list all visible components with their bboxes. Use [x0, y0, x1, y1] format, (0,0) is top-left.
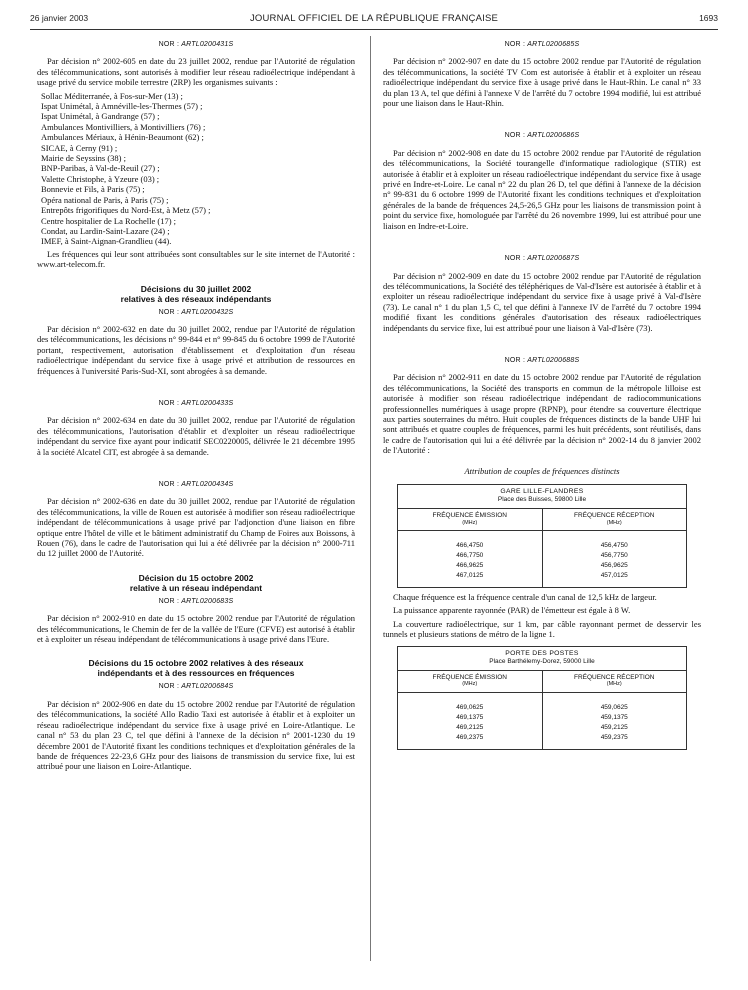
list-item: BNP-Paribas, à Val-de-Reuil (27) ;: [41, 163, 160, 174]
section-title-line: indépendants et à des ressources en fréquences: [97, 668, 295, 679]
table-cell: 456,4750: [600, 542, 628, 549]
list-item: Condat, au Lardin-Saint-Lazare (24) ;: [41, 225, 170, 236]
header-page-number: 1693: [699, 13, 718, 23]
nor-reference: NOR : ARTL0200684S: [158, 683, 234, 691]
section-title: [37, 284, 355, 304]
reception-values: [542, 692, 687, 749]
nor-reference: NOR : ARTL0200683S: [158, 597, 234, 605]
decision-paragraph: La couverture radioélectrique, sur 1 km, par câble rayonnant permet de desservir les tunnels et plusieurs stations de métro de la ligne 1.: [383, 618, 701, 640]
column-header-emission: FRÉQUENCE ÉMISSION (MHz): [398, 670, 543, 692]
decision-paragraph: Par décision n° 2002-911 en date du 15 octobre 2002 rendue par l'Autorité de régulation des télécommunications, la Société des transports en commun de la métropole lilloise est autorisée à modifier son réseau radioélectrique indépendant de radiocommunications professionnelles numériques à usage propre (RPNP), pour étendre sa couverture électrique aux parties souterraines du métro. Huit couples de fréquences distincts de la bande UHF lui sont attribués et quatre couples de fréquences, parmi les huit précédents, sont réutilisés, dans le cadre de l'autorisation qui lui a été délivrée par la décision n° 2002-14 du 8 janvier 2002 de l'Autorité :: [383, 372, 701, 456]
decision-paragraph: Par décision n° 2002-908 en date du 15 octobre 2002 rendue par l'Autorité de régulation des télécommunications, la Société tourangelle d'informatique radiologique (STIR) est autorisée à établir et à exploiter un réseau radioélectrique indépendant du service fixe à usage privé en Indre-et-Loire. Le canal n° 22 du plan 26 D, tel que défini à l'annexe de la décision n° 99-831 du 6 octobre 1999 de l'Autorité fixant les conditions techniques et d'exploitation générales de la bande de fréquences 24,5-26,5 GHz pour les liaisons de transmission point à point du service fixe, homologuée par l'arrêté du 26 novembre 1999, lui est attribué pour une liaison en Indre-et-Loire.: [383, 147, 701, 231]
site-name: PORTE DES POSTES: [505, 649, 579, 657]
column-header-emission: FRÉQUENCE ÉMISSION (MHz): [398, 509, 543, 531]
table-cell: 457,0125: [600, 572, 628, 579]
list-item: Mairie de Seyssins (38) ;: [41, 153, 126, 164]
section-title-line: Décision du 15 octobre 2002: [138, 572, 254, 583]
list-item: Entrepôts frigorifiques du Nord-Est, à Metz (57) ;: [41, 205, 211, 216]
nor-reference: NOR : ARTL0200687S: [504, 255, 580, 263]
frequency-table-lille-flandres: [397, 484, 687, 588]
decision-paragraph: Par décision n° 2002-906 en date du 15 octobre 2002 rendue par l'Autorité de régulation des télécommunications, la société Allo Radio Taxi est autorisée à établir et à exploiter un réseau radioélectrique indépendant du service fixe à usage privé en Loire-Atlantique. Le canal n° 53 du plan 23 C, tel que défini à l'annexe de la décision n° 2001-1230 du 19 décembre 2001 de l'Autorité fixant les conditions techniques et d'exploitation générales de la bande de fréquences 22-23,6 GHz pour des liaisons de transmission du service fixe, lui est attribué pour une liaison en Loire-Atlantique.: [37, 698, 355, 772]
table-site-header: [398, 646, 687, 670]
table-cell: 469,2375: [456, 733, 484, 741]
table-cell: 466,4750: [456, 542, 484, 549]
right-column: [383, 36, 701, 754]
list-item: Bonnevie et Fils, à Paris (75) ;: [41, 184, 145, 195]
emission-values: [398, 692, 543, 749]
decision-paragraph: Par décision n° 2002-632 en date du 30 juillet 2002, rendue par l'Autorité de régulation des télécommunications, les décisions n° 99-844 et n° 99-845 du 6 octobre 1999 de l'Autorité portant, respectivement, autorisation d'établissement et d'exploitation d'un réseau radioélectrique indépendant du service fixe à usage privé et attribution de ressources en fréquences à l'université Paris-Sud-XI, sont abrogées à sa demande.: [37, 323, 355, 376]
list-item: Ispat Unimétal, à Amnéville-les-Thermes (57) ;: [41, 101, 203, 112]
table-cell: 469,1375: [456, 713, 484, 721]
header-rule: [30, 29, 718, 30]
nor-reference: NOR : ARTL0200685S: [504, 41, 580, 48]
list-item: SICAE, à Cerny (91) ;: [41, 142, 118, 153]
table-cell: 469,2125: [456, 723, 484, 731]
table-cell: 459,2375: [600, 733, 628, 741]
table-cell: 466,7750: [456, 552, 484, 559]
decision-paragraph: Par décision n° 2002-909 en date du 15 octobre 2002 rendue par l'Autorité de régulation des télécommunications, la Société des téléphériques de Val-d'Isère est autorisée à établir et à exploiter un réseau radioélectrique indépendant du service fixe à usage privé à Val-d'Isère (73). Le canal n° 1 du plan 1,5 C, tel que défini à l'annexe IV de l'arrêté du 7 octobre 1994 modifié fixant les conditions générales d'autorisation des réseaux radioélectriques indépendants du service fixe, lui est attribué pour une liaison à Val-d'Isère (73).: [383, 270, 701, 333]
table-cell: 459,1375: [600, 713, 628, 721]
nor-reference: NOR : ARTL0200434S: [158, 481, 234, 488]
decision-paragraph: Par décision n° 2002-634 en date du 30 juillet 2002, rendue par l'Autorité de régulation des télécommunications, l'autorisation d'établir et d'exploiter un réseau radioélectrique indépendant du service fixe ayant pour indicatif SEC0220005, délivrée le 21 décembre 1995 à la société Alcatel CIT, est abrogée à sa demande.: [37, 415, 355, 457]
decision-paragraph: Par décision n° 2002-605 en date du 23 juillet 2002, rendue par l'Autorité de régulation des télécommunications, sont autorisés à modifier leur réseau radioélectrique indépendant à usage privé du service mobile terrestre (2RP) les organismes suivants :: [37, 56, 355, 88]
nor-reference: NOR : ARTL0200686S: [504, 132, 580, 140]
column-header-reception: FRÉQUENCE RÉCEPTION (MHz): [542, 509, 687, 531]
table-cell: 469,0625: [456, 703, 484, 711]
decision-paragraph: Par décision n° 2002-907 en date du 15 octobre 2002 rendue par l'Autorité de régulation des télécommunications, la société TV Com est autorisée à établir et à exploiter un réseau radioélectrique indépendant du service fixe à usage privé dans le Haut-Rhin. Le canal n° 33 du plan 13 A, tel que défini à l'annexe V de l'arrêté du 7 octobre 1994 modifié, lui est attribué pour une liaison dans le Haut-Rhin.: [383, 56, 701, 109]
table-cell: 459,0625: [600, 703, 628, 711]
header-journal-title: JOURNAL OFFICIEL DE LA RÉPUBLIQUE FRANÇAISE: [249, 13, 499, 24]
table-cell: 456,9625: [600, 562, 628, 569]
frequency-table-porte-des-postes: [397, 646, 687, 750]
nor-reference: NOR : ARTL0200688S: [504, 356, 580, 364]
table-cell: 459,2125: [600, 723, 628, 731]
column-header-reception: FRÉQUENCE RÉCEPTION (MHz): [542, 670, 687, 692]
list-item: Ambulances Mériaux, à Hénin-Beaumont (62) ;: [41, 132, 204, 143]
list-item: Opéra national de Paris, à Paris (75) ;: [41, 194, 169, 205]
section-title-line: relatives à des réseaux indépendants: [120, 293, 272, 304]
list-item: Sollac Méditerranée, à Fos-sur-Mer (13) ;: [41, 90, 183, 101]
section-title: [37, 658, 355, 678]
list-item: Ispat Unimétal, à Gandrange (57) ;: [41, 111, 160, 122]
section-title-line: Décisions du 30 juillet 2002: [140, 283, 252, 294]
table-cell: 466,9625: [456, 562, 484, 569]
organisms-list: [41, 91, 355, 247]
list-item: Centre hospitalier de La Rochelle (17) ;: [41, 215, 177, 226]
emission-values: [398, 531, 543, 588]
section-title: [37, 573, 355, 593]
list-item: IMEF, à Saint-Aignan-Grandlieu (44).: [41, 236, 172, 247]
list-item: Valette Christophe, à Yzeure (03) ;: [41, 173, 160, 184]
decision-paragraph: Chaque fréquence est la fréquence centrale d'un canal de 12,5 kHz de largeur.: [393, 592, 657, 602]
decision-paragraph: Par décision n° 2002-636 en date du 30 juillet 2002, rendue par l'Autorité de régulation des télécommunications, la ville de Rouen est autorisée à modifier son réseau radioélectrique indépendant de télécommunications à usage privé par l'adjonction d'une liaison en fibre optique entre l'hôtel de ville et le bâtiment administratif du Champ de Foires aux Boissons, à Rouen (76), dans le cadre de l'autorisation qui lui a été délivrée par la décision n° 2000-711 du 12 juillet 2000 de l'Autorité.: [37, 496, 355, 559]
site-address: Place Barthélemy-Dorez, 59000 Lille: [489, 657, 595, 665]
decision-paragraph: La puissance apparente rayonnée (PAR) de l'émetteur est égale à 8 W.: [393, 605, 631, 616]
section-title-line: Décisions du 15 octobre 2002 relatives à des réseaux: [88, 658, 304, 669]
header-date: 26 janvier 2003: [30, 13, 89, 23]
column-divider: [370, 36, 371, 961]
list-item: Ambulances Montivilliers, à Montivilliers (76) ;: [41, 121, 206, 132]
decision-paragraph: Par décision n° 2002-910 en date du 15 octobre 2002 rendue par l'Autorité de régulation des télécommunications, le Chemin de fer de la vallée de l'Eure (CFVE) est autorisé à établir et à exploiter un réseau indépendant de télécommunications à usage privé dans l'Eure.: [37, 613, 355, 645]
table-cell: 456,7750: [600, 552, 628, 559]
site-name: GARE LILLE-FLANDRES: [500, 488, 584, 495]
decision-paragraph: Les fréquences qui leur sont attribuées sont consultables sur le site internet de l'Autorité : www.art-telecom.fr.: [37, 248, 355, 270]
table-site-header: [398, 485, 687, 509]
site-address: Place des Buisses, 59800 Lille: [497, 496, 587, 503]
page-header: [30, 13, 718, 29]
table-caption: Attribution de couples de fréquences distincts: [464, 465, 620, 476]
nor-reference: NOR : ARTL0200431S: [158, 41, 234, 48]
nor-reference: NOR : ARTL0200432S: [158, 308, 234, 316]
table-cell: 467,0125: [456, 572, 484, 579]
left-column: [37, 36, 355, 775]
reception-values: [542, 531, 687, 588]
section-title-line: relative à un réseau indépendant: [129, 582, 263, 593]
nor-reference: NOR : ARTL0200433S: [158, 399, 234, 407]
